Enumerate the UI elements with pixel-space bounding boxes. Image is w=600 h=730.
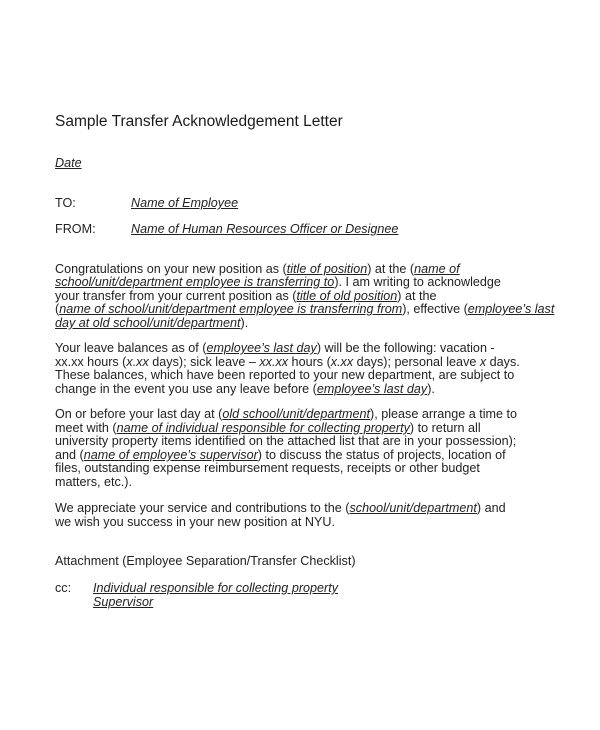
p3-line-2: meet with (name of individual responsible for collecting property) to return all xyxy=(55,421,481,435)
p1-line-5: day at old school/unit/department). xyxy=(55,316,249,330)
attachment-line: Attachment (Employee Separation/Transfer Checklist) xyxy=(55,554,356,568)
p3-line-5: files, outstanding expense reimbursement requests, receipts or other budget xyxy=(55,461,480,475)
p1-line-1: Congratulations on your new position as (title of position) at the (name of xyxy=(55,262,460,276)
p1-line-3: your transfer from your current position as (title of old position) at the xyxy=(55,289,437,303)
from-value: Name of Human Resources Officer or Designee xyxy=(131,222,399,236)
p2-line-3: These balances, which have been reported to your new department, are subject to xyxy=(55,368,515,382)
to-label: TO: xyxy=(55,196,76,210)
p2-line-1: Your leave balances as of (employee’s last day) will be the following: vacation - xyxy=(55,341,495,355)
p1-line-4: (name of school/unit/department employee is transferring from), effective (employee’s last xyxy=(55,302,555,316)
p1-line-2: school/unit/department employee is transferring to). I am writing to acknowledge xyxy=(55,275,501,289)
p3-line-6: matters, etc.). xyxy=(55,475,132,489)
cc-recipient-2: Supervisor xyxy=(93,595,154,609)
cc-label: cc: xyxy=(55,581,72,595)
p4-line-2: we wish you success in your new position at NYU. xyxy=(55,515,335,529)
p3-line-1: On or before your last day at (old school/unit/department), please arrange a time to xyxy=(55,407,518,421)
p3-line-4: and (name of employee’s supervisor) to discuss the status of projects, location of xyxy=(55,448,506,462)
date-field: Date xyxy=(55,156,82,170)
letter-title: Sample Transfer Acknowledgement Letter xyxy=(55,113,343,130)
cc-recipient-1: Individual responsible for collecting property xyxy=(93,581,339,595)
to-value: Name of Employee xyxy=(131,196,239,210)
from-label: FROM: xyxy=(55,222,96,236)
p3-line-3: university property items identified on the attached list that are in your possession); xyxy=(55,434,517,448)
p2-line-4: change in the event you use any leave before (employee’s last day). xyxy=(55,382,435,396)
p4-line-1: We appreciate your service and contributions to the (school/unit/department) and xyxy=(55,501,506,515)
p2-line-2: xx.xx hours (x.xx days); sick leave – xx.xx hours (x.xx days); personal leave x days. xyxy=(55,355,520,369)
